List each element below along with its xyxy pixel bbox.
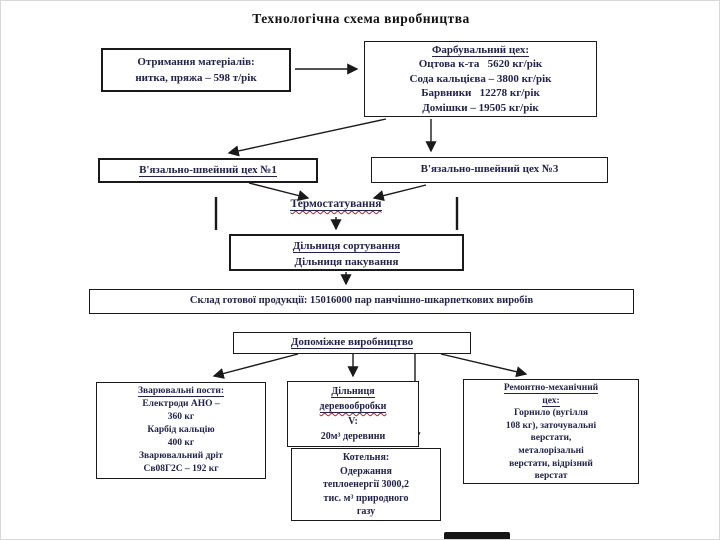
- boiler-line-1: Котельня:: [342, 452, 390, 463]
- welding-line-electrodes: Електроди АНО –: [142, 399, 220, 409]
- dye-shop-line-soda: Сода кальцієва – 3800 кг/рік: [409, 72, 552, 85]
- sorting-line: Дільниця сортування: [292, 240, 401, 252]
- mechanical-line-3: верстати,: [530, 433, 572, 444]
- mechanical-line-6: верстат: [534, 471, 568, 482]
- woodworking-line-v: V:: [348, 416, 358, 427]
- box-boiler-house: [291, 448, 441, 521]
- mechanical-heading-1: Ремонтно-механічний: [503, 383, 599, 393]
- boiler-line-2: Одержання: [340, 465, 392, 477]
- box-welding-posts: [96, 382, 266, 479]
- mechanical-line-5: верстати, відрізний: [509, 458, 593, 469]
- box-materials-receiving: [101, 48, 291, 92]
- welding-line-wire-kg: Св08Г2С – 192 кг: [143, 464, 219, 474]
- boiler-line-4: тис. м³ природного: [323, 492, 409, 504]
- woodworking-heading-1: Дільниця: [331, 386, 375, 397]
- materials-line-2: нитка, пряжа – 598 т/рік: [135, 72, 257, 84]
- dye-shop-line-dyes: Барвники 12278 кг/рік: [421, 87, 540, 100]
- mechanical-line-4: металорізальні: [518, 445, 584, 456]
- welding-line-carbide-kg: 400 кг: [167, 438, 195, 448]
- footer-tab: [444, 532, 510, 540]
- box-woodworking-section: [287, 381, 419, 447]
- woodworking-line-volume: 20м³ деревини: [320, 431, 386, 442]
- box-finished-goods-warehouse: [89, 289, 634, 314]
- welding-line-wire: Зварювальний дріт: [139, 451, 223, 461]
- mechanical-line-2: 108 кг), заточувальні: [505, 420, 597, 431]
- knitting-shop-1-label: В'язально-швейний цех №1: [139, 164, 277, 176]
- welding-line-carbide: Карбід кальцію: [147, 425, 215, 435]
- thermostating-text: Термостатування: [290, 198, 382, 210]
- dye-shop-line-additives: Домішки – 19505 кг/рік: [422, 101, 539, 114]
- knitting-shop-3-label: В'язально-швейний цех №3: [420, 163, 559, 175]
- welding-heading: Зварювальні пости:: [138, 386, 224, 396]
- box-dye-shop: [364, 41, 597, 117]
- dye-shop-line-acid: Оцтова к-та 5620 кг/рік: [418, 58, 543, 71]
- box-knitting-shop-1: [98, 158, 318, 183]
- boiler-line-3: теплоенергії 3000,2: [322, 479, 410, 490]
- dye-shop-heading: Фарбувальний цех:: [431, 44, 530, 56]
- packing-line: Дільниця пакування: [294, 256, 399, 268]
- box-sorting-packing: [229, 234, 464, 271]
- label-thermostating: [256, 198, 416, 210]
- materials-line-1: Отримання матеріалів:: [137, 56, 255, 68]
- diagram-title: Технологічна схема виробництва: [252, 11, 470, 26]
- welding-line-electrodes-kg: 360 кг: [167, 412, 195, 422]
- auxiliary-production-label: Допоміжне виробництво: [290, 336, 414, 348]
- boiler-line-5: газу: [356, 506, 376, 517]
- mechanical-heading-2: цех:: [542, 395, 560, 406]
- woodworking-heading-2: деревообробки: [319, 401, 387, 412]
- box-knitting-shop-3: [371, 157, 608, 183]
- mechanical-line-1: Горнило (вугілля: [513, 408, 589, 419]
- box-auxiliary-production: [233, 332, 471, 354]
- box-repair-mechanical-shop: [463, 379, 639, 484]
- warehouse-label: Склад готової продукції: 15016000 пар панчішно-шкарпеткових виробів: [189, 295, 534, 306]
